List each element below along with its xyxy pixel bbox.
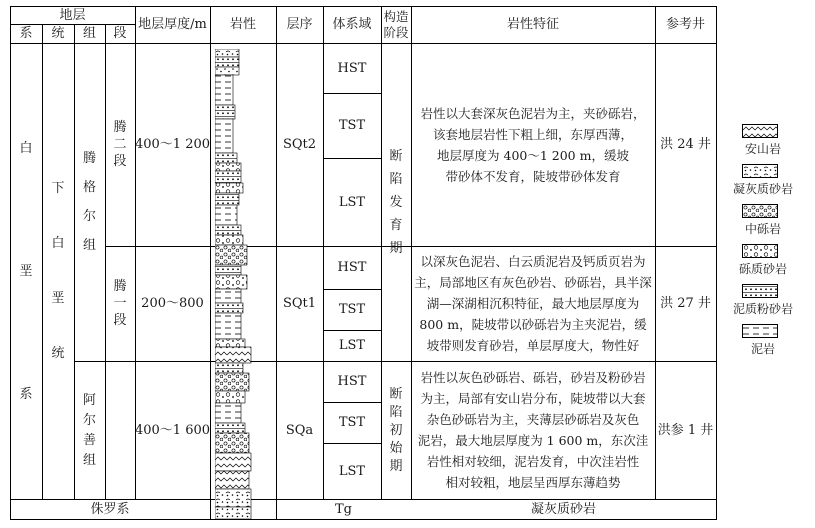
table-border-right bbox=[716, 6, 717, 520]
boundary-tg: Tg bbox=[335, 501, 352, 517]
vertical-char: 白 bbox=[51, 236, 65, 251]
legend-label: 中砾岩 bbox=[744, 222, 781, 236]
vertical-char: 垩 bbox=[51, 291, 65, 306]
unit-jurassic: 侏罗系 bbox=[90, 501, 130, 517]
tract-tst: TST bbox=[338, 118, 366, 133]
vertical-char: 白 bbox=[19, 140, 33, 156]
vertical-char: 段 bbox=[113, 154, 127, 169]
features-line: 岩性相对较细，泥岩发育，中次洼岩性 bbox=[426, 454, 640, 469]
vertical-char: 育 bbox=[389, 217, 403, 233]
legend-label: 砾质砂岩 bbox=[738, 262, 787, 276]
vertical-char: 期 bbox=[389, 458, 403, 474]
features-line: 以深灰色泥岩、白云质泥岩及钙质页岩为 bbox=[420, 254, 646, 269]
tract-lst: LST bbox=[338, 194, 366, 210]
header-system: 系 bbox=[19, 26, 33, 41]
vertical-char: 尔 bbox=[82, 412, 96, 428]
tract-tst: TST bbox=[338, 415, 366, 430]
vertical-char: 断 bbox=[389, 386, 403, 402]
vertical-char: 善 bbox=[82, 432, 96, 448]
unit-group-tengger bbox=[74, 43, 105, 361]
vertical-char: 断 bbox=[389, 148, 403, 164]
well-t2: 洪 24 井 bbox=[660, 137, 711, 152]
features-line: 杂色砂砾岩为主，夹薄层砂砾岩及灰色 bbox=[426, 412, 640, 427]
tract-lst: LST bbox=[338, 338, 366, 353]
tract-hst: HST bbox=[337, 60, 367, 76]
vertical-char: 陷 bbox=[389, 171, 403, 187]
vertical-char: 发 bbox=[389, 194, 403, 210]
vertical-char: 格 bbox=[82, 180, 96, 195]
andesite-pattern-icon bbox=[742, 124, 778, 138]
sequence-sqt2: SQt2 bbox=[282, 137, 317, 152]
header-stratum: 地层 bbox=[59, 7, 86, 23]
features-line: 该套地层岩性下粗上细，东厚西薄， bbox=[432, 126, 633, 142]
header-reference-well: 参考井 bbox=[665, 17, 705, 32]
vertical-char: 垩 bbox=[19, 263, 33, 279]
header-group: 组 bbox=[82, 26, 96, 41]
features-line: 相对较粗，地层呈西厚东薄趋势 bbox=[445, 475, 621, 490]
mudstone-pattern-icon bbox=[742, 324, 778, 338]
stratigraphic-table bbox=[10, 6, 717, 520]
features-t2 bbox=[411, 43, 655, 246]
vertical-char: 系 bbox=[19, 386, 33, 402]
tract-hst: HST bbox=[337, 260, 367, 275]
tectonic-faulted-initial bbox=[381, 361, 411, 499]
conglomerate-pattern-icon bbox=[742, 204, 778, 218]
features-line: 岩性以大套深灰色泥岩为主，夹砂砾岩， bbox=[420, 105, 646, 121]
unit-member-t2 bbox=[105, 43, 135, 246]
unit-series bbox=[42, 43, 74, 499]
vertical-char: 组 bbox=[82, 452, 96, 468]
table-border-bottom bbox=[10, 519, 717, 520]
vertical-char: 一 bbox=[113, 296, 127, 311]
legend-label: 凝灰质砂岩 bbox=[732, 182, 793, 196]
vertical-char: 尔 bbox=[82, 209, 96, 224]
vertical-char: 初 bbox=[389, 422, 403, 438]
features-line: 坡带则发育砂岩，单层厚度大，物性好 bbox=[426, 338, 640, 353]
thickness-t2: 400～1 200 bbox=[134, 137, 211, 152]
lithology-column bbox=[215, 49, 253, 519]
thickness-t1: 200～800 bbox=[141, 296, 204, 311]
vertical-char: 期 bbox=[389, 240, 403, 256]
unit-system bbox=[10, 43, 42, 499]
features-line: 泥岩，最大地层厚度为 1 600 m，东次洼 bbox=[417, 433, 649, 448]
features-t1 bbox=[411, 246, 655, 361]
vertical-char: 下 bbox=[51, 181, 65, 196]
sequence-sqa: SQa bbox=[285, 422, 314, 438]
header-systems-tract: 体系域 bbox=[332, 17, 372, 32]
header-thickness: 地层厚度/m bbox=[138, 17, 207, 32]
features-line: 地层厚度为 400～1 200 m，缓坡 bbox=[437, 147, 629, 163]
header-sequence: 层序 bbox=[286, 17, 313, 32]
vertical-char: 统 bbox=[51, 346, 65, 361]
header-member: 段 bbox=[113, 26, 127, 41]
tectonic-faulted-development bbox=[381, 43, 411, 361]
unit-member-t1 bbox=[105, 246, 135, 361]
argillaceous-siltstone-pattern-icon bbox=[742, 284, 778, 298]
legend-label: 安山岩 bbox=[744, 142, 781, 156]
features-line: 带砂体不发育，陡坡带砂体发育 bbox=[445, 168, 621, 184]
vertical-char: 阿 bbox=[82, 392, 96, 408]
vertical-char: 腾 bbox=[113, 279, 127, 294]
vertical-char: 二 bbox=[113, 137, 127, 152]
tract-lst: LST bbox=[338, 463, 366, 479]
vertical-char: 段 bbox=[113, 313, 127, 328]
rule-col-lithology bbox=[210, 6, 211, 520]
well-t1: 洪 27 井 bbox=[660, 296, 711, 311]
vertical-char: 始 bbox=[389, 440, 403, 456]
tract-tst: TST bbox=[338, 302, 366, 317]
features-line: 800 m，陡坡带以砂砾岩为主夹泥岩，缓 bbox=[419, 317, 647, 332]
features-line: 湖—深湖相沉积特征，最大地层厚度为 bbox=[426, 296, 640, 311]
header-tectonic-stage: 构造阶段 bbox=[383, 8, 409, 40]
header-lithology: 岩性 bbox=[229, 17, 256, 32]
unit-group-aershan bbox=[74, 361, 105, 499]
vertical-char: 腾 bbox=[113, 120, 127, 135]
header-lithology-features: 岩性特征 bbox=[506, 17, 559, 32]
bottom-lithology: 凝灰质砂岩 bbox=[530, 501, 596, 517]
tract-hst: HST bbox=[337, 374, 367, 389]
vertical-char: 组 bbox=[82, 238, 96, 253]
sequence-sqt1: SQt1 bbox=[282, 296, 317, 311]
well-a: 洪参 1 井 bbox=[657, 422, 714, 438]
legend-label: 泥质粉砂岩 bbox=[732, 302, 793, 316]
thickness-a: 400～1 600 bbox=[134, 422, 211, 438]
header-series: 统 bbox=[51, 26, 65, 41]
features-line: 为主，局部有安山岩分布，陡坡带以大套 bbox=[420, 391, 646, 406]
legend-label: 泥岩 bbox=[750, 342, 775, 356]
gravel-sandstone-pattern-icon bbox=[742, 244, 778, 258]
features-a bbox=[411, 361, 655, 499]
tuff-sandstone-pattern-icon bbox=[742, 164, 778, 178]
features-line: 岩性以灰色砂砾岩、砾岩，砂岩及粉砂岩 bbox=[420, 370, 646, 385]
features-line: 主，局部地区有灰色砂岩、砂砾岩，具半深 bbox=[414, 275, 652, 290]
vertical-char: 陷 bbox=[389, 404, 403, 420]
vertical-char: 腾 bbox=[82, 151, 96, 166]
